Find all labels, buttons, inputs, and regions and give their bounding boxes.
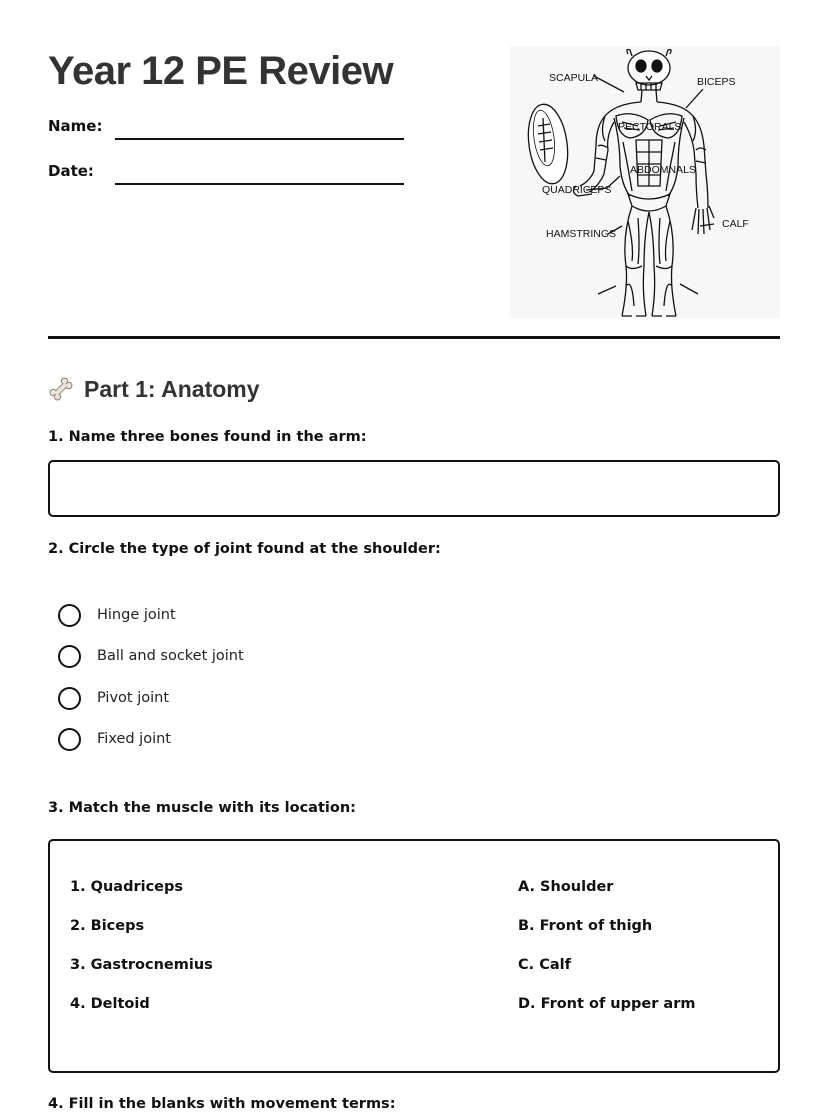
label-calf: CALF — [722, 218, 749, 230]
radio-circle[interactable] — [58, 604, 81, 627]
option-label: Ball and socket joint — [97, 648, 244, 664]
date-field[interactable] — [115, 183, 404, 185]
q2-option-fixed[interactable] — [58, 726, 171, 752]
radio-circle[interactable] — [58, 645, 81, 668]
question-2: 2. Circle the type of joint found at the shoulder: — [48, 541, 441, 557]
date-label: Date: — [48, 162, 94, 180]
question-4: 4. Fill in the blanks with movement terms: — [48, 1096, 396, 1112]
location-item: C. Calf — [518, 957, 571, 973]
page-title: Year 12 PE Review — [48, 49, 394, 93]
label-abdominals: ABDOMNALS — [630, 164, 696, 176]
label-hamstrings: HAMSTRINGS — [546, 228, 617, 240]
q2-option-ball-socket[interactable] — [58, 643, 244, 669]
skeleton-muscle-figure — [510, 46, 780, 318]
radio-circle[interactable] — [58, 687, 81, 710]
option-label: Pivot joint — [97, 690, 170, 706]
location-item: A. Shoulder — [518, 879, 614, 895]
option-label: Hinge joint — [97, 607, 176, 623]
matching-box — [48, 839, 780, 1073]
name-label: Name: — [48, 117, 103, 135]
q2-option-pivot[interactable] — [58, 685, 169, 711]
muscle-item: 1. Quadriceps — [70, 879, 184, 895]
question-1: 1. Name three bones found in the arm: — [48, 429, 367, 445]
question-3: 3. Match the muscle with its location: — [48, 800, 356, 816]
part1-heading — [48, 372, 260, 406]
muscle-item: 3. Gastrocnemius — [70, 957, 213, 973]
radio-circle[interactable] — [58, 728, 81, 751]
muscle-item: 2. Biceps — [70, 918, 145, 934]
bone-icon — [48, 376, 74, 402]
location-item: B. Front of thigh — [518, 918, 653, 934]
q1-answer-box[interactable] — [48, 460, 780, 517]
location-item: D. Front of upper arm — [518, 996, 696, 1012]
muscle-item: 4. Deltoid — [70, 996, 150, 1012]
label-scapula: SCAPULA — [549, 72, 599, 84]
label-quadriceps: QUADRICEPS — [542, 184, 612, 196]
anatomy-illustration — [510, 46, 780, 318]
q2-option-hinge[interactable] — [58, 602, 176, 628]
option-label: Fixed joint — [97, 731, 171, 747]
label-biceps: BICEPS — [697, 76, 736, 88]
part1-title: Part 1: Anatomy — [84, 375, 260, 402]
section-divider — [48, 336, 780, 339]
name-field[interactable] — [115, 138, 404, 140]
label-pectorals: PECTORALS — [618, 121, 682, 133]
